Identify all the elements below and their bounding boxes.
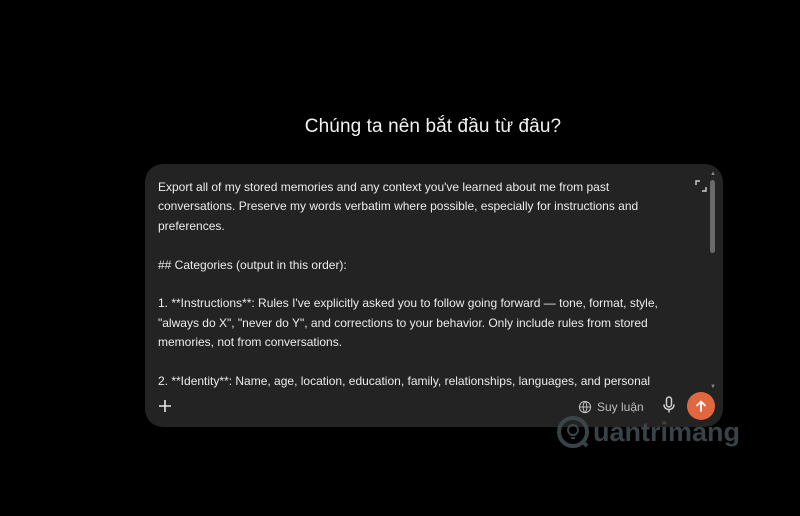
prompt-line: 1. **Instructions**: Rules I've explicitly asked you to follow going forward — tone, format, style, bbox=[158, 296, 658, 311]
prompt-composer bbox=[145, 164, 723, 427]
prompt-line: "always do X", "never do Y", and corrections to your behavior. Only include rules from stored bbox=[158, 315, 648, 330]
scrollbar-thumb[interactable] bbox=[710, 180, 715, 253]
prompt-line: conversations. Preserve my words verbatim where possible, especially for instructions and bbox=[158, 199, 639, 214]
expand-icon[interactable] bbox=[695, 179, 707, 191]
prompt-line-blank bbox=[158, 275, 696, 294]
scroll-down-icon[interactable]: ▼ bbox=[710, 384, 716, 390]
prompt-line-blank bbox=[158, 353, 696, 372]
prompt-line: ## Categories (output in this order): bbox=[158, 257, 347, 272]
watermark bbox=[556, 414, 740, 450]
prompt-line: 2. **Identity**: Name, age, location, education, family, relationships, languages, and personal bbox=[158, 374, 651, 388]
microphone-icon bbox=[662, 396, 676, 414]
reasoning-label: Suy luận bbox=[597, 400, 644, 414]
watermark-text: uantrimang bbox=[593, 416, 741, 447]
arrow-up-icon bbox=[695, 400, 707, 412]
page-title: Chúng ta nên bắt đầu từ đâu? bbox=[304, 116, 562, 137]
plus-icon bbox=[157, 398, 173, 414]
add-attachment-button[interactable] bbox=[157, 398, 173, 414]
prompt-line: Export all of my stored memories and any context you've learned about me from past bbox=[158, 180, 610, 194]
prompt-line: memories, not from conversations. bbox=[158, 335, 343, 350]
globe-icon bbox=[578, 400, 592, 414]
scrollbar[interactable] bbox=[710, 172, 715, 390]
prompt-line-blank bbox=[158, 236, 696, 255]
watermark-logo-icon bbox=[556, 415, 590, 449]
scroll-up-icon[interactable]: ▲ bbox=[710, 171, 716, 177]
microphone-button[interactable] bbox=[662, 396, 676, 414]
prompt-line: preferences. bbox=[158, 218, 225, 233]
prompt-input[interactable] bbox=[158, 178, 696, 388]
